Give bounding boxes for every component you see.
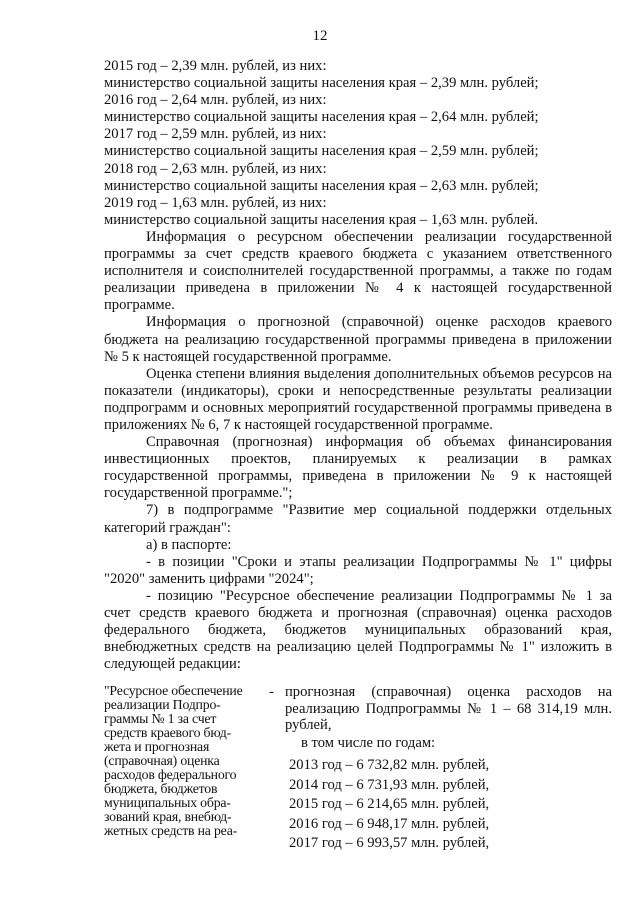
left-column-line: бюджета, бюджетов: [104, 781, 218, 796]
paragraph: 2017 год – 2,59 млн. рублей, из них:: [104, 126, 327, 143]
paragraph: а) в паспорте:: [146, 536, 232, 553]
left-column-line: жета и прогнозная: [104, 739, 210, 754]
year-amount: 2015 год – 6 214,65 млн. рублей,: [289, 796, 490, 812]
paragraph: - позицию "Ресурсное обеспечение реализации Подпрограммы № 1 за счет средств краевого бюджета и прогнозная (справочная) оценка расходов федерального бюджета, бюджетов муниципальных образований края, внебюджетных средств на реализацию целей Подпрограммы № 1" изложить в следующей редакции:: [104, 587, 612, 673]
forecast-total: прогнозная (справочная) оценка расходов на реализацию Подпрограммы № 1 – 68 314,19 млн. рублей,: [285, 684, 612, 733]
paragraph: Оценка степени влияния выделения дополнительных объемов ресурсов на показатели (индикаторы), сроки и непосредственные результаты реализации подпрограмм и основных мероприятий государственной программы приведена в приложениях № 6, 7 к настоящей государственной программе.: [104, 365, 612, 433]
paragraph: 2015 год – 2,39 млн. рублей, из них:: [104, 58, 327, 74]
paragraph: министерство социальной защиты населения края – 2,59 млн. рублей;: [104, 143, 539, 160]
paragraph: 7) в подпрограмме "Развитие мер социальной поддержки отдельных категорий граждан":: [104, 502, 612, 536]
paragraph: 2019 год – 1,63 млн. рублей, из них:: [104, 194, 327, 211]
left-column-line: зований края, внебюд-: [104, 809, 232, 824]
left-column-line: расходов федерального: [104, 767, 237, 782]
paragraph: министерство социальной защиты населения края – 2,64 млн. рублей;: [104, 109, 539, 126]
paragraph: Информация о ресурсном обеспечении реализации государственной программы за счет средств краевого бюджета с указанием ответственного исполнителя и соисполнителей государственной программы, а также по годам реализации приведена в приложении № 4 к настоящей государственной программе.: [104, 228, 612, 314]
paragraph: 2016 год – 2,64 млн. рублей, из них:: [104, 92, 327, 109]
passport-table-fragment: [104, 684, 612, 874]
table-dash: -: [269, 684, 274, 700]
page-number: 12: [312, 28, 328, 44]
year-amount: 2017 год – 6 993,57 млн. рублей,: [289, 835, 490, 851]
left-column-line: граммы № 1 за счет: [104, 711, 217, 726]
left-column-line: муниципальных обра-: [104, 795, 231, 810]
year-amount: 2016 год – 6 948,17 млн. рублей,: [289, 815, 490, 832]
document-body: [104, 58, 612, 673]
left-column-line: реализации Подпро-: [104, 697, 221, 712]
paragraph: Справочная (прогнозная) информация об объемах финансирования инвестиционных проектов, планируемых к реализации в рамках государственной программы, приведена в приложении № 9 к настоящей государственной программе.";: [104, 434, 612, 502]
paragraph: - в позиции "Сроки и этапы реализации Подпрограммы № 1" цифры "2020" заменить цифрами "2024";: [104, 553, 612, 587]
left-column-line: "Ресурсное обеспечение: [104, 683, 243, 698]
paragraph: министерство социальной защиты населения края – 1,63 млн. рублей.: [104, 211, 539, 228]
left-column-line: (справочная) оценка: [104, 753, 220, 768]
years-list: [285, 735, 612, 854]
paragraph: Информация о прогнозной (справочной) оценке расходов краевого бюджета на реализацию государственной программы приведена в приложении № 5 к настоящей государственной программе.: [104, 314, 612, 365]
year-amount: 2013 год – 6 732,82 млн. рублей,: [289, 757, 490, 773]
paragraph: министерство социальной защиты населения края – 2,63 млн. рублей;: [104, 177, 539, 194]
paragraph: 2018 год – 2,63 млн. рублей, из них:: [104, 160, 327, 177]
left-column-line: средств краевого бюд-: [104, 725, 231, 740]
paragraph: министерство социальной защиты населения края – 2,39 млн. рублей;: [104, 75, 539, 92]
years-subheading: в том числе по годам:: [301, 734, 436, 751]
table-left-column: [104, 684, 254, 838]
table-right-column: [285, 684, 612, 854]
left-column-line: жетных средств на реа-: [104, 823, 238, 838]
year-amount: 2014 год – 6 731,93 млн. рублей,: [289, 776, 490, 793]
